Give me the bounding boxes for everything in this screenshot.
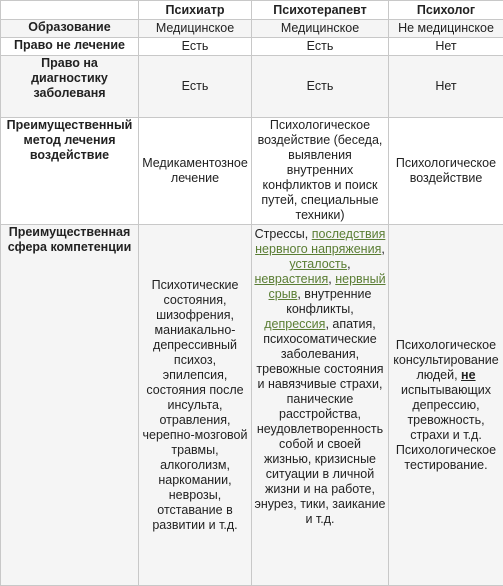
cell-psychotherapist-treatment-right: Есть — [252, 38, 389, 56]
link-nervous-breakdown[interactable]: нервный срыв — [269, 272, 386, 301]
column-header-psychiatrist: Психиатр — [139, 1, 252, 20]
link-nervous-tension[interactable]: последствия нервного напряжения — [255, 227, 385, 256]
text-segment: Стрессы, — [255, 227, 312, 241]
row-label-treatment-method: Преимущественный метод лечения воздействие — [1, 118, 139, 225]
corner-cell — [1, 1, 139, 20]
cell-psychiatrist-competence: Психотические состояния, шизофрения, маниакально-депрессивный психоз, эпилепсия, состояния после инсульта, отравления, черепно-мозговой травмы, алкоголизм, наркомании, неврозы, отставание в развитии и т.д. — [139, 225, 252, 586]
table-row-diagnosis-right — [1, 56, 503, 118]
column-header-psychologist: Психолог — [389, 1, 503, 20]
text-segment: , внутренние конфликты, — [286, 287, 371, 316]
emphasis-not: не — [461, 368, 476, 382]
cell-psychotherapist-treatment-method: Психологическое воздействие (беседа, выявления внутренних конфликтов и поиск путей, специальные техники) — [252, 118, 389, 225]
text-segment: , — [328, 272, 335, 286]
link-fatigue[interactable]: усталость — [289, 257, 347, 271]
cell-psychotherapist-competence — [252, 225, 389, 586]
row-label-competence: Преимущественная сфера компетенции — [1, 225, 139, 586]
cell-psychologist-diagnosis-right: Нет — [389, 56, 503, 118]
text-segment: , — [347, 257, 350, 271]
table-row-treatment-method — [1, 118, 503, 225]
link-neurasthenia[interactable]: неврастения — [254, 272, 328, 286]
table-row-treatment-right — [1, 38, 503, 56]
cell-psychiatrist-diagnosis-right: Есть — [139, 56, 252, 118]
cell-psychotherapist-education: Медицинское — [252, 20, 389, 38]
cell-psychologist-competence — [389, 225, 503, 586]
header-row — [1, 1, 503, 20]
text-segment: Психологическое консультирование людей, — [393, 338, 498, 382]
text-segment: , — [381, 242, 384, 256]
column-header-psychotherapist: Психотерапевт — [252, 1, 389, 20]
table-row-competence — [1, 225, 503, 586]
cell-psychotherapist-diagnosis-right: Есть — [252, 56, 389, 118]
cell-psychiatrist-treatment-method: Медикаментозное лечение — [139, 118, 252, 225]
cell-psychiatrist-education: Медицинское — [139, 20, 252, 38]
cell-psychologist-education: Не медицинское — [389, 20, 503, 38]
text-segment: , апатия, психосоматические заболевания, тревожные состояния и навязчивые страхи, панические расстройства, неудовлетворенность собой и своей жизнью, кризисные ситуации в личной жизни и на работе, энурез, тики, заикание и т.д. — [255, 317, 386, 526]
cell-psychologist-treatment-right: Нет — [389, 38, 503, 56]
row-label-education: Образование — [1, 20, 139, 38]
row-label-diagnosis-right: Право на диагностику заболеваня — [1, 56, 139, 118]
link-depression[interactable]: депрессия — [264, 317, 325, 331]
table-row-education — [1, 20, 503, 38]
text-segment: испытывающих депрессию, тревожность, страхи и т.д. Психологическое тестирование. — [396, 383, 496, 472]
cell-psychologist-treatment-method: Психологическое воздействие — [389, 118, 503, 225]
row-label-treatment-right: Право не лечение — [1, 38, 139, 56]
cell-psychiatrist-treatment-right: Есть — [139, 38, 252, 56]
